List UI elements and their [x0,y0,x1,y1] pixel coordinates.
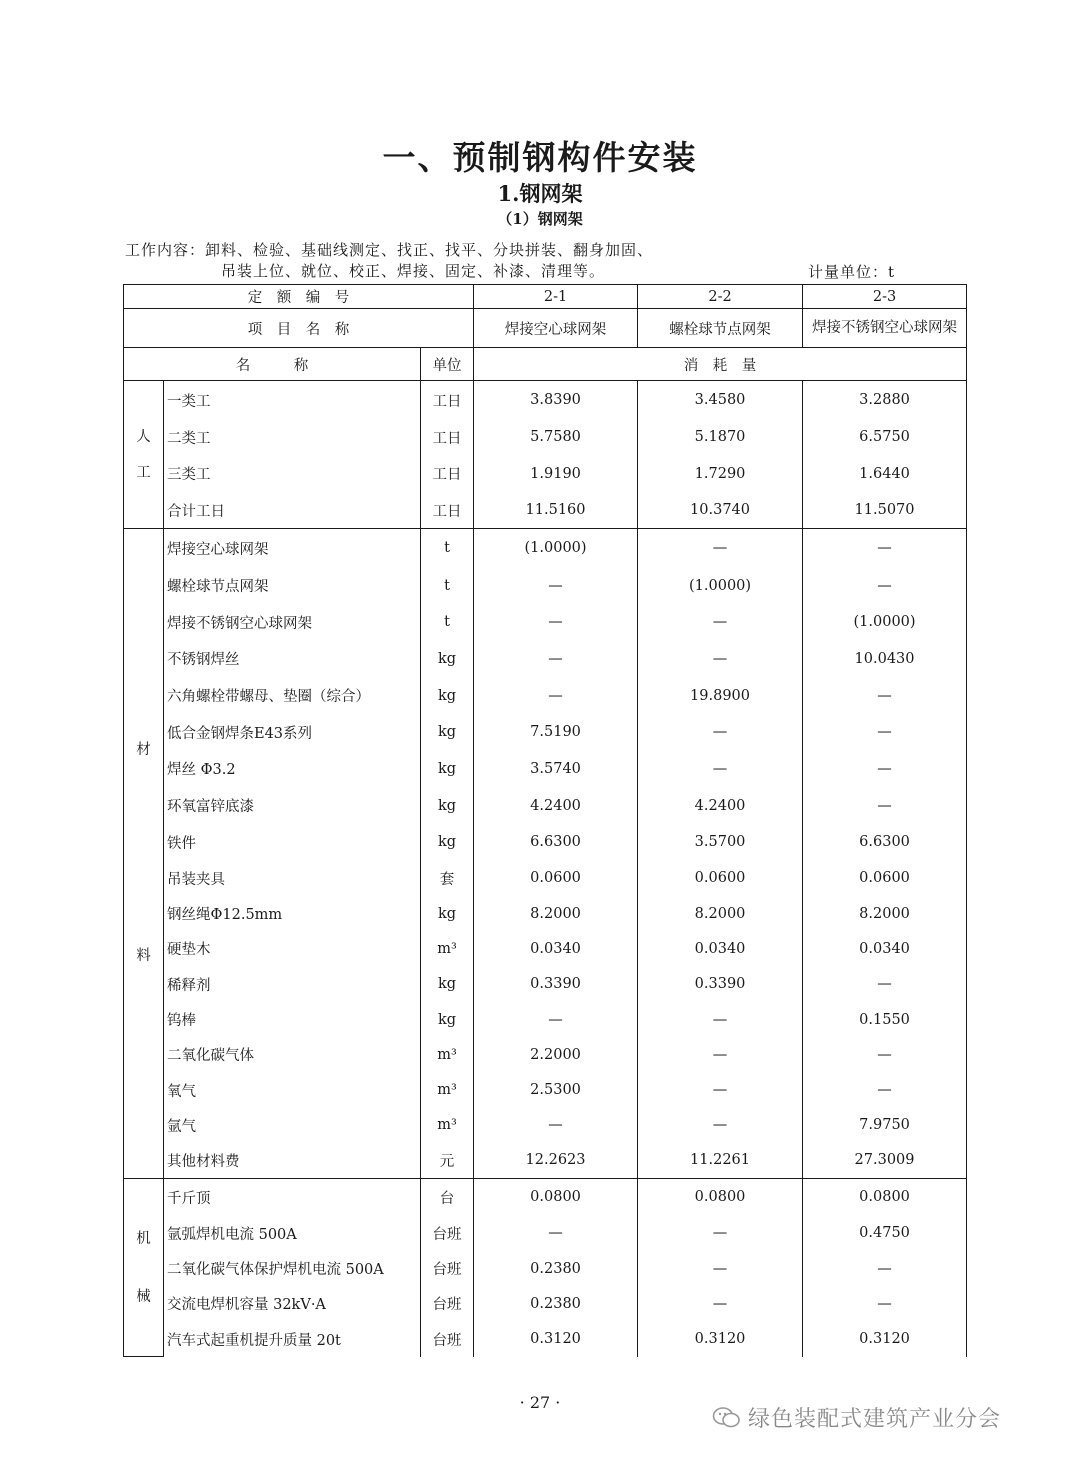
item-name-3: 焊接不锈钢空心球网架 [803,309,967,348]
value-2-3: — [803,677,967,714]
value-2-3: 0.0340 [803,931,967,966]
value-2-3: 0.0600 [803,861,967,896]
value-2-1: — [474,1216,638,1251]
value-2-2: 0.3120 [638,1322,803,1357]
wechat-icon [712,1406,742,1430]
item-name-label: 项 目 名 称 [124,309,474,348]
value-2-2: 0.0340 [638,931,803,966]
value-2-2: — [638,1072,803,1107]
resource-unit: 台班 [421,1322,474,1357]
table-row [124,896,967,931]
table-row [124,456,967,493]
resource-unit: kg [421,714,474,751]
value-2-1: 3.5740 [474,751,638,788]
value-2-2: 10.3740 [638,492,803,529]
table-row [124,1286,967,1321]
table-row [124,714,967,751]
resource-name: 低合金钢焊条E43系列 [164,714,421,751]
measure-unit: 计量单位：t [808,263,896,281]
resource-unit: 台班 [421,1251,474,1286]
resource-unit: 台班 [421,1216,474,1251]
resource-name: 交流电焊机容量 32kV·A [164,1286,421,1321]
value-2-3: 0.1550 [803,1002,967,1037]
work-content [125,240,653,282]
value-2-2: 0.0600 [638,861,803,896]
resource-name: 钢丝绳Φ12.5mm [164,896,421,931]
resource-unit: 工日 [421,381,474,420]
value-2-3: 0.3120 [803,1322,967,1357]
resource-name: 其他材料费 [164,1143,421,1178]
value-2-1: — [474,567,638,604]
value-2-2: — [638,604,803,641]
table-row [124,419,967,456]
value-2-1: 3.8390 [474,381,638,420]
value-2-3: 10.0430 [803,641,967,678]
resource-name: 稀释剂 [164,967,421,1002]
resource-name: 铁件 [164,824,421,861]
resource-name: 汽车式起重机提升质量 20t [164,1322,421,1357]
value-2-1: 4.2400 [474,787,638,824]
resource-unit: 套 [421,861,474,896]
value-2-3: 0.4750 [803,1216,967,1251]
resource-name: 二氧化碳气体 [164,1037,421,1072]
value-2-2: 8.2000 [638,896,803,931]
value-2-3: — [803,714,967,751]
value-2-2: 5.1870 [638,419,803,456]
resource-name: 二氧化碳气体保护焊机电流 500A [164,1251,421,1286]
value-2-2: 11.2261 [638,1143,803,1178]
value-2-1: 0.3390 [474,967,638,1002]
value-2-2: — [638,1286,803,1321]
resource-unit: m³ [421,1072,474,1107]
value-2-2: 19.8900 [638,677,803,714]
column-header-row [124,348,967,381]
table-row [124,1037,967,1072]
resource-name: 二类工 [164,419,421,456]
page-title: 一、预制钢构件安装 [382,138,698,177]
table-row [124,861,967,896]
value-2-1: 0.0600 [474,861,638,896]
resource-name: 焊接不锈钢空心球网架 [164,604,421,641]
resource-name: 吊装夹具 [164,861,421,896]
value-2-1: — [474,677,638,714]
subsection-title: （1）钢网架 [497,210,583,228]
value-2-1: (1.0000) [474,529,638,568]
value-2-2: 4.2400 [638,787,803,824]
table-row [124,751,967,788]
resource-name: 硬垫木 [164,931,421,966]
resource-name: 焊丝 Φ3.2 [164,751,421,788]
table-row [124,787,967,824]
quota-table [123,284,967,1357]
value-2-1: 1.9190 [474,456,638,493]
watermark-text: 绿色装配式建筑产业分会 [748,1407,1002,1432]
resource-name: 六角螺栓带螺母、垫圈（综合） [164,677,421,714]
resource-unit: 工日 [421,456,474,493]
value-2-3: 11.5070 [803,492,967,529]
resource-name: 氧气 [164,1072,421,1107]
value-2-3: — [803,1072,967,1107]
value-2-3: 27.3009 [803,1143,967,1178]
value-2-1: — [474,641,638,678]
page-number: · 27 · [519,1393,561,1412]
unit-header: 单位 [421,348,474,381]
table-row [124,381,967,420]
value-2-2: 3.4580 [638,381,803,420]
value-2-2: 0.0800 [638,1178,803,1215]
resource-unit: 台班 [421,1286,474,1321]
value-2-1: 2.2000 [474,1037,638,1072]
value-2-1: 0.2380 [474,1286,638,1321]
quota-code-2: 2-2 [638,285,803,309]
value-2-1: — [474,604,638,641]
resource-name: 一类工 [164,381,421,420]
resource-unit: kg [421,1002,474,1037]
value-2-3: — [803,1251,967,1286]
value-2-3: 0.0800 [803,1178,967,1215]
value-2-1: 8.2000 [474,896,638,931]
table-row [124,567,967,604]
resource-unit: 工日 [421,492,474,529]
value-2-2: — [638,714,803,751]
value-2-3: (1.0000) [803,604,967,641]
value-2-3: — [803,529,967,568]
value-2-1: — [474,1002,638,1037]
resource-name: 氩气 [164,1108,421,1143]
value-2-3: — [803,967,967,1002]
table-row [124,931,967,966]
value-2-3: — [803,787,967,824]
value-2-2: — [638,1037,803,1072]
quota-code-3: 2-3 [803,285,967,309]
value-2-2: 3.5700 [638,824,803,861]
table-row [124,967,967,1002]
category-cell: 材 料 [124,529,164,1179]
item-name-2: 螺栓球节点网架 [638,309,803,348]
resource-unit: kg [421,751,474,788]
name-header: 名 称 [124,348,421,381]
value-2-3: 1.6440 [803,456,967,493]
table-row [124,1143,967,1178]
table-row [124,529,967,568]
table-row [124,677,967,714]
resource-name: 合计工日 [164,492,421,529]
resource-name: 三类工 [164,456,421,493]
value-2-1: 0.2380 [474,1251,638,1286]
table-row [124,1178,967,1215]
value-2-2: — [638,1108,803,1143]
section-title: 1.钢网架 [497,181,583,206]
resource-unit: kg [421,824,474,861]
value-2-2: — [638,1002,803,1037]
work-content-line1: 工作内容：卸料、检验、基础线测定、找正、找平、分块拼装、翻身加固、 [125,241,654,259]
table-row [124,492,967,529]
value-2-1: 0.0800 [474,1178,638,1215]
value-2-3: — [803,567,967,604]
value-2-2: (1.0000) [638,567,803,604]
value-2-3: 8.2000 [803,896,967,931]
value-2-1: — [474,1108,638,1143]
value-2-3: 6.5750 [803,419,967,456]
resource-unit: kg [421,641,474,678]
resource-name: 焊接空心球网架 [164,529,421,568]
value-2-1: 12.2623 [474,1143,638,1178]
resource-unit: 台 [421,1178,474,1215]
value-2-3: — [803,1037,967,1072]
resource-name: 千斤顶 [164,1178,421,1215]
resource-name: 螺栓球节点网架 [164,567,421,604]
watermark [712,1402,1001,1433]
resource-unit: t [421,529,474,568]
value-2-1: 0.0340 [474,931,638,966]
quota-code-row [124,285,967,309]
resource-unit: kg [421,787,474,824]
value-2-3: 3.2880 [803,381,967,420]
quota-code-1: 2-1 [474,285,638,309]
value-2-3: — [803,751,967,788]
value-2-1: 0.3120 [474,1322,638,1357]
value-2-2: 0.3390 [638,967,803,1002]
value-2-2: 1.7290 [638,456,803,493]
value-2-3: — [803,1286,967,1321]
value-2-1: 6.6300 [474,824,638,861]
table-row [124,1108,967,1143]
value-2-1: 7.5190 [474,714,638,751]
value-2-2: — [638,1216,803,1251]
value-2-1: 11.5160 [474,492,638,529]
resource-unit: t [421,604,474,641]
category-cell: 人 工 [124,381,164,529]
table-row [124,641,967,678]
table-row [124,1072,967,1107]
item-name-1: 焊接空心球网架 [474,309,638,348]
resource-unit: 元 [421,1143,474,1178]
table-row [124,1251,967,1286]
resource-name: 氩弧焊机电流 500A [164,1216,421,1251]
resource-unit: m³ [421,1037,474,1072]
consumption-header: 消 耗 量 [474,348,967,381]
resource-name: 钨棒 [164,1002,421,1037]
table-row [124,1216,967,1251]
resource-unit: t [421,567,474,604]
value-2-2: — [638,751,803,788]
table-row [124,604,967,641]
value-2-3: 7.9750 [803,1108,967,1143]
resource-name: 环氧富锌底漆 [164,787,421,824]
value-2-2: — [638,641,803,678]
value-2-3: 6.6300 [803,824,967,861]
resource-unit: 工日 [421,419,474,456]
resource-unit: m³ [421,1108,474,1143]
resource-unit: kg [421,896,474,931]
quota-code-label: 定 额 编 号 [124,285,474,309]
resource-unit: kg [421,967,474,1002]
resource-unit: m³ [421,931,474,966]
table-row [124,1322,967,1357]
table-row [124,824,967,861]
table-row [124,1002,967,1037]
item-name-row [124,309,967,348]
value-2-2: — [638,1251,803,1286]
work-content-line2: 吊装上位、就位、校正、焊接、固定、补漆、清理等。 [221,262,606,280]
value-2-1: 5.7580 [474,419,638,456]
category-cell: 机 械 [124,1178,164,1356]
value-2-1: 2.5300 [474,1072,638,1107]
value-2-2: — [638,529,803,568]
resource-unit: kg [421,677,474,714]
resource-name: 不锈钢焊丝 [164,641,421,678]
